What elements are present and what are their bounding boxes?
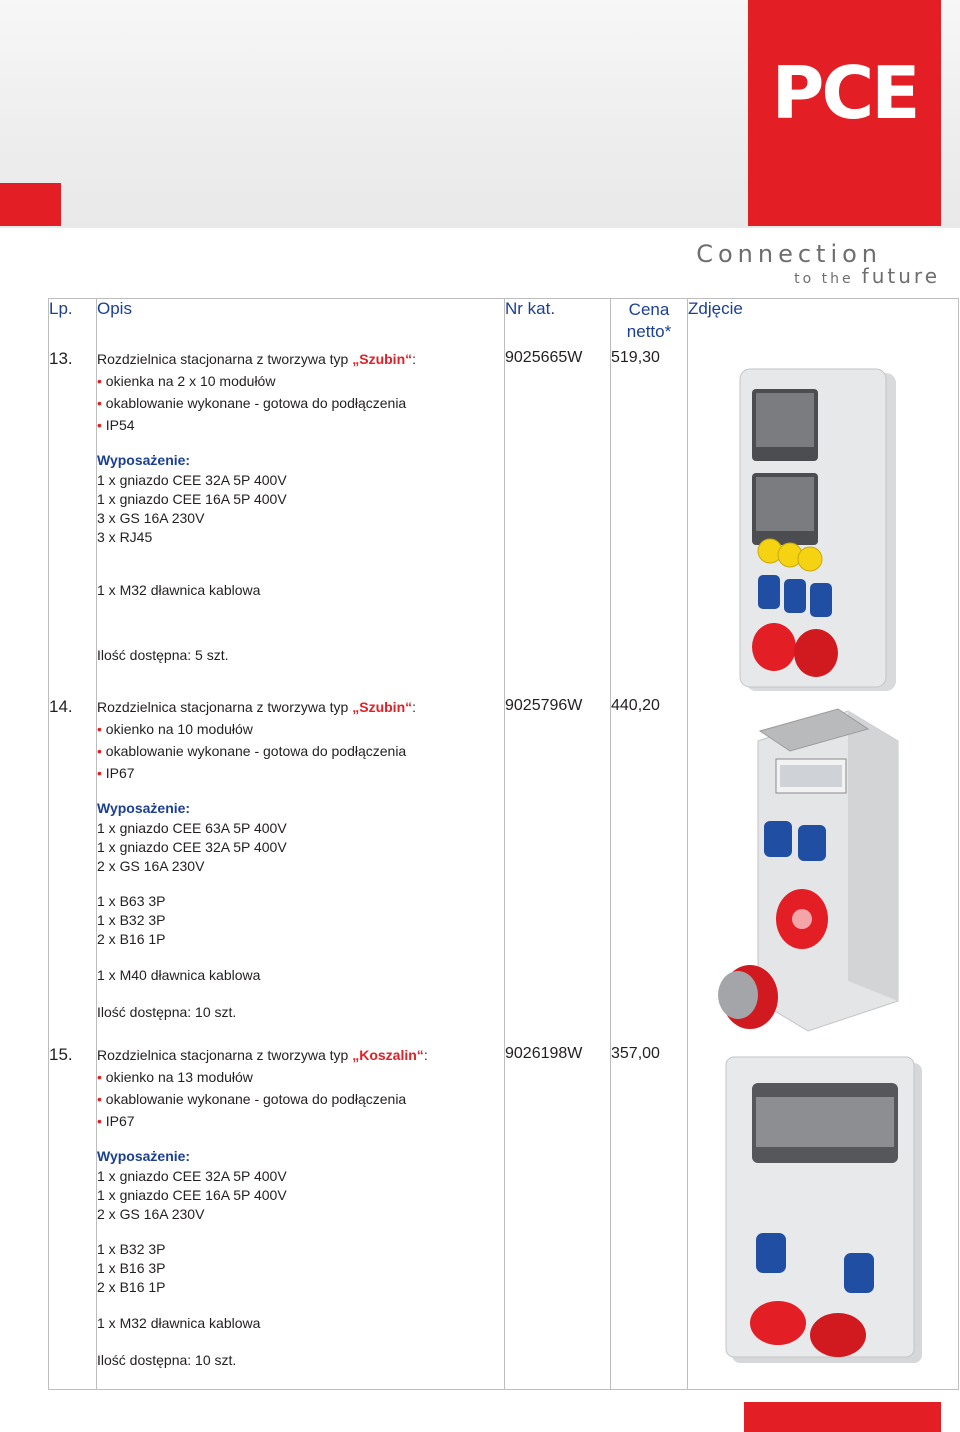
catalog-number: 9025796W bbox=[505, 697, 611, 1045]
desc-colon: : bbox=[412, 698, 417, 715]
header-nr-kat: Nr kat. bbox=[505, 299, 611, 349]
net-price: 440,20 bbox=[611, 697, 688, 1045]
desc-type: „Szubin“ bbox=[352, 698, 413, 715]
bullet-icon: • bbox=[97, 1090, 102, 1107]
bullet-icon: • bbox=[97, 720, 102, 737]
catalog-number: 9025665W bbox=[505, 349, 611, 697]
brand-logo bbox=[748, 0, 941, 226]
equipment-item: 3 x GS 16A 230V bbox=[97, 509, 205, 526]
bullet-icon: • bbox=[97, 742, 102, 759]
header-lp: Lp. bbox=[49, 299, 97, 349]
bullet-item: okienka na 2 x 10 modułów bbox=[105, 372, 276, 389]
tagline-connection: Connection bbox=[696, 240, 882, 268]
bullet-item: IP67 bbox=[105, 764, 135, 781]
header-cena bbox=[611, 299, 688, 349]
gland-item: 1 x M32 dławnica kablowa bbox=[97, 1314, 261, 1331]
equipment-item: 1 x gniazdo CEE 32A 5P 400V bbox=[97, 838, 287, 855]
bullet-icon: • bbox=[97, 394, 102, 411]
equipment-item: 1 x gniazdo CEE 63A 5P 400V bbox=[97, 819, 287, 836]
table-row bbox=[49, 349, 959, 697]
net-price: 357,00 bbox=[611, 1045, 688, 1390]
bullet-icon: • bbox=[97, 1112, 102, 1129]
bullet-icon: • bbox=[97, 372, 102, 389]
breaker-item: 1 x B16 3P bbox=[97, 1259, 166, 1276]
row-lp: 13. bbox=[49, 349, 97, 697]
bullet-item: okablowanie wykonane - gotowa do podłączenia bbox=[105, 742, 407, 759]
equipment-item: 2 x GS 16A 230V bbox=[97, 1205, 205, 1222]
breaker-item: 1 x B32 3P bbox=[97, 911, 166, 928]
enclosure-koszalin-image bbox=[698, 1053, 948, 1378]
header-opis: Opis bbox=[97, 299, 505, 349]
tagline-future bbox=[794, 264, 940, 288]
row-description bbox=[97, 1045, 505, 1390]
product-photo bbox=[688, 349, 959, 697]
header-cena-line2: netto* bbox=[626, 322, 672, 341]
quantity-available: Ilość dostępna: 5 szt. bbox=[97, 646, 229, 663]
product-table bbox=[48, 298, 959, 1390]
accent-square bbox=[0, 183, 61, 226]
table-row bbox=[49, 1045, 959, 1390]
breaker-item: 1 x B63 3P bbox=[97, 892, 166, 909]
bullet-item: okienko na 10 modułów bbox=[105, 720, 253, 737]
product-photo bbox=[688, 1045, 959, 1390]
row-description bbox=[97, 697, 505, 1045]
desc-intro: Rozdzielnica stacjonarna z tworzywa typ bbox=[97, 1046, 353, 1063]
desc-colon: : bbox=[412, 350, 417, 367]
breaker-item: 2 x B16 1P bbox=[97, 1278, 166, 1295]
bullet-icon: • bbox=[97, 1068, 102, 1085]
product-photo bbox=[688, 697, 959, 1045]
gland-item: 1 x M40 dławnica kablowa bbox=[97, 966, 261, 983]
logo-text: PCE bbox=[771, 51, 918, 135]
footer-accent-bar bbox=[744, 1402, 941, 1432]
row-description bbox=[97, 349, 505, 697]
row-lp: 14. bbox=[49, 697, 97, 1045]
tagline-big: future bbox=[861, 264, 940, 288]
gland-item: 1 x M32 dławnica kablowa bbox=[97, 581, 261, 598]
equipment-item: 1 x gniazdo CEE 32A 5P 400V bbox=[97, 1167, 287, 1184]
equipment-title: Wyposażenie: bbox=[97, 451, 191, 468]
bullet-item: okablowanie wykonane - gotowa do podłączenia bbox=[105, 394, 407, 411]
header-zdjecie: Zdjęcie bbox=[688, 299, 959, 349]
bullet-item: IP67 bbox=[105, 1112, 135, 1129]
enclosure-szubin-image bbox=[688, 363, 958, 693]
desc-type: „Szubin“ bbox=[352, 350, 413, 367]
bullet-item: okienko na 13 modułów bbox=[105, 1068, 253, 1085]
quantity-available: Ilość dostępna: 10 szt. bbox=[97, 1003, 237, 1020]
row-lp: 15. bbox=[49, 1045, 97, 1390]
table-row bbox=[49, 697, 959, 1045]
bullet-icon: • bbox=[97, 416, 102, 433]
bullet-item: IP54 bbox=[105, 416, 135, 433]
enclosure-szubin-ip67-image bbox=[698, 701, 948, 1041]
equipment-title: Wyposażenie: bbox=[97, 799, 191, 816]
desc-intro: Rozdzielnica stacjonarna z tworzywa typ bbox=[97, 350, 353, 367]
catalog-number: 9026198W bbox=[505, 1045, 611, 1390]
tagline-small: to the bbox=[794, 271, 854, 287]
equipment-title: Wyposażenie: bbox=[97, 1147, 191, 1164]
breaker-item: 1 x B32 3P bbox=[97, 1240, 166, 1257]
equipment-item: 2 x GS 16A 230V bbox=[97, 857, 205, 874]
bullet-icon: • bbox=[97, 764, 102, 781]
equipment-item: 1 x gniazdo CEE 16A 5P 400V bbox=[97, 1186, 287, 1203]
desc-colon: : bbox=[423, 1046, 428, 1063]
bullet-item: okablowanie wykonane - gotowa do podłączenia bbox=[105, 1090, 407, 1107]
breaker-item: 2 x B16 1P bbox=[97, 930, 166, 947]
desc-type: „Koszalin“ bbox=[352, 1046, 424, 1063]
equipment-item: 1 x gniazdo CEE 16A 5P 400V bbox=[97, 490, 287, 507]
quantity-available: Ilość dostępna: 10 szt. bbox=[97, 1351, 237, 1368]
equipment-item: 1 x gniazdo CEE 32A 5P 400V bbox=[97, 471, 287, 488]
net-price: 519,30 bbox=[611, 349, 688, 697]
equipment-item: 3 x RJ45 bbox=[97, 528, 153, 545]
header-cena-line1: Cena bbox=[628, 300, 670, 319]
desc-intro: Rozdzielnica stacjonarna z tworzywa typ bbox=[97, 698, 353, 715]
